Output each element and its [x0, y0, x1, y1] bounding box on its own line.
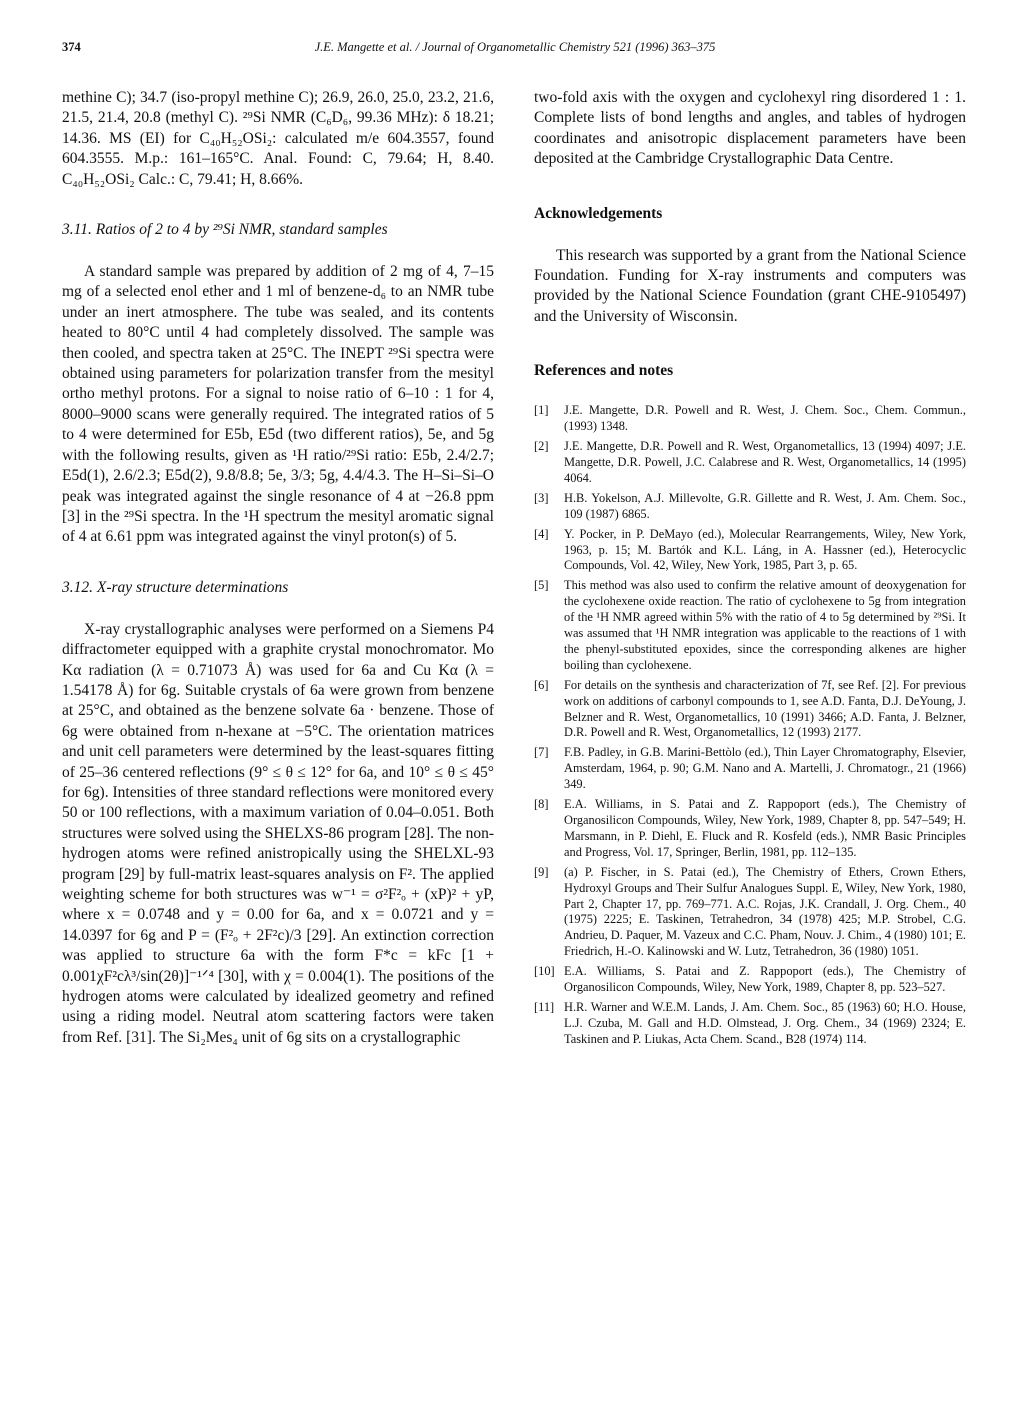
right-column — [534, 88, 966, 1052]
reference-number: [7] — [534, 745, 549, 760]
reference-text: For details on the synthesis and characterization of 7f, see Ref. [2]. For previous work on additions of carbonyl compounds to 1, see A.D. Fanta, D.J. DeYoung, J. Belzner and R. West, Organometallics, 10 (1991) 3466; A.D. Fanta, J. Belzner, D.R. Powell and R. West, Organometallics, 12 (1993) 2177. — [564, 677, 966, 740]
reference-number: [5] — [534, 578, 549, 593]
left-column — [62, 88, 494, 1048]
reference-text: E.A. Williams, S. Patai and Z. Rappoport (eds.), The Chemistry of Organosilicon Compounds, Wiley, New York, 1989, Chapter 8, pp. 523–527. — [564, 964, 966, 995]
reference-text: Y. Pocker, in P. DeMayo (ed.), Molecular Rearrangements, Wiley, New York, 1963, p. 15; M. Bartók and K.L. Láng, in A. Hassner (ed.), Heterocyclic Compounds, Vol. 42, Wiley, New York, 1985, Part 3, p. 65. — [564, 526, 966, 573]
reference-item — [534, 865, 966, 960]
reference-text: J.E. Mangette, D.R. Powell and R. West, Organometallics, 13 (1994) 4097; J.E. Mangette, D.R. Powell, J.C. Calabrese and R. West, Organometallics, 14 (1995) 4064. — [564, 439, 966, 485]
reference-number: [6] — [534, 677, 549, 692]
reference-number: [9] — [534, 864, 549, 879]
reference-item — [534, 797, 966, 861]
reference-item — [534, 964, 966, 996]
acknowledgements-paragraph: This research was supported by a grant from the National Science Foundation. Funding for X-ray instruments and computers was provided by the National Science Foundation (grant CHE-9105497) and the University of Wisconsin. — [534, 246, 966, 325]
reference-number: [2] — [534, 439, 549, 454]
running-head — [62, 40, 968, 60]
reference-item — [534, 439, 966, 487]
reference-text: (a) P. Fischer, in S. Patai (ed.), The Chemistry of Ethers, Crown Ethers, Hydroxyl Groups and Their Sulfur Analogues Suppl. E, Wiley, New York, 1980, Part 2, Chapter 17, pp. 769–771. A.C. Rojas, J.K. Crandall, J. Org. Chem., 40 (1975) 2225; E. Taskinen, Tetrahedron, 34 (1978) 425; M.P. Strobel, C.G. Andrieu, D. Paquer, M. Vazeux and C.C. Pham, Nouv. J. Chim., 4 (1980) 101; E. Friedrich, H.-O. Kalinowski and W. Lutz, Tetrahedron, 36 (1980) 1051. — [564, 864, 966, 959]
reference-number: [1] — [534, 403, 549, 418]
reference-item — [534, 678, 966, 742]
reference-item — [534, 1000, 966, 1048]
reference-number: [4] — [534, 526, 549, 541]
reference-number: [8] — [534, 797, 549, 812]
reference-number: [11] — [534, 999, 555, 1014]
reference-text: This method was also used to confirm the relative amount of deoxygenation for the cyclohexene oxide reaction. The ratio of cyclohexene to 5g from integration of the ¹H NMR agreed within 5% with the ratio of 4 to 5g determined by ²⁹Si. It was assumed that ¹H NMR integration was applicable to the reactions of 1 with the phenyl-substituted epoxides, since the corresponding alkenes are higher boiling than cyclohexene. — [564, 578, 966, 672]
acknowledgements-heading: Acknowledgements — [534, 204, 663, 222]
nmr-data-paragraph: methine C); 34.7 (iso-propyl methine C); 26.9, 26.0, 25.0, 23.2, 21.6, 21.5, 21.4, 20.8 (methyl C). ²⁹Si NMR (C₆D₆, 99.36 MHz): δ 18.21; 14.36. MS (EI) for C₄₀H₅₂OSi₂: calculated m/e 604.3557, found 604.3555. M.p.: 161–165°C. Anal. Found: C, 79.64; H, 8.40. C₄₀H₅₂OSi₂ Calc.: C, 79.41; H, 8.66%. — [62, 89, 494, 188]
reference-item — [534, 745, 966, 793]
reference-number: [3] — [534, 490, 549, 505]
journal-citation: J.E. Mangette et al. / Journal of Organometallic Chemistry 521 (1996) 363–375 — [314, 40, 716, 54]
reference-text: E.A. Williams, in S. Patai and Z. Rappoport (eds.), The Chemistry of Organosilicon Compounds, Wiley, New York, 1989, Chapter 8, pp. 547–549; H. Marsmann, in P. Diehl, E. Fluck and R. Kosfeld (eds.), NMR Basic Principles and Progress, Vol. 17, Springer, Berlin, 1981, pp. 112–135. — [564, 797, 966, 859]
xray-continuation-paragraph: two-fold axis with the oxygen and cyclohexyl ring disordered 1 : 1. Complete lists of bond lengths and angles, and tables of hydrogen coordinates and anisotropic displacement parameters have been deposited at the Cambridge Crystallographic Data Centre. — [534, 89, 966, 168]
reference-text: J.E. Mangette, D.R. Powell and R. West, J. Chem. Soc., Chem. Commun., (1993) 1348. — [564, 403, 966, 434]
section-3-11-heading: 3.11. Ratios of 2 to 4 by ²⁹Si NMR, standard samples — [62, 221, 388, 239]
reference-item — [534, 578, 966, 673]
reference-number: [10] — [534, 964, 555, 979]
reference-text: H.B. Yokelson, A.J. Millevolte, G.R. Gillette and R. West, J. Am. Chem. Soc., 109 (1987) 6865. — [564, 490, 966, 521]
section-3-11-paragraph: A standard sample was prepared by addition of 2 mg of 4, 7–15 mg of a selected enol ether and 1 ml of benzene-d₆ to an NMR tube under an inert atmosphere. The tube was sealed, and its contents heated to 80°C until 4 had completely dissolved. The sample was then cooled, and spectra taken at 25°C. The INEPT ²⁹Si spectra were obtained using parameters for polarization transfer from the mesityl ortho methyl protons. For a signal to noise ratio of 6–10 : 1 for 4, 8000–9000 scans were generally required. The integrated ratios of 5 to 4 were determined for E5b, E5d (two different ratios), 5e, and 5g with the following results, given as ¹H ratio/²⁹Si ratio: E5b, 2.4/2.7; E5d(1), 2.6/2.3; E5d(2), 9.8/8.8; 5e, 3/3; 5g, 4.4/4.3. The H–Si–Si–O peak was integrated against the single resonance of 4 at −26.8 ppm [3] in the ²⁹Si spectra. In the ¹H spectrum the mesityl aromatic signal of 4 at 6.61 ppm was integrated against the vinyl proton(s) of 5. — [62, 263, 494, 546]
reference-item — [534, 403, 966, 435]
reference-item — [534, 491, 966, 523]
references-heading: References and notes — [534, 362, 674, 380]
section-3-12-heading: 3.12. X-ray structure determinations — [62, 578, 289, 596]
reference-item — [534, 527, 966, 575]
reference-list — [534, 403, 966, 1047]
reference-text: F.B. Padley, in G.B. Marini-Bettòlo (ed.), Thin Layer Chromatography, Elsevier, Amsterdam, 1964, p. 90; G.M. Nano and A. Martelli, J. Chromatogr., 21 (1966) 349. — [564, 745, 966, 792]
page-number: 374 — [62, 40, 81, 54]
reference-text: H.R. Warner and W.E.M. Lands, J. Am. Chem. Soc., 85 (1963) 60; H.O. House, L.J. Czuba, M. Gall and H.D. Olmstead, J. Org. Chem., 34 (1969) 2324; E. Taskinen and P. Liukas, Acta Chem. Scand., B28 (1974) 114. — [564, 999, 966, 1046]
section-3-12-paragraph: X-ray crystallographic analyses were performed on a Siemens P4 diffractometer equipped with a graphite crystal monochromator. Mo Kα radiation (λ = 0.71073 Å) was used for 6a and Cu Kα (λ = 1.54178 Å) for 6g. Suitable crystals of 6a were grown from benzene at 25°C, and obtained as the benzene solvate 6a · benzene. Those of 6g were obtained from n-hexane at −5°C. The orientation matrices and unit cell parameters were determined by the least-squares fitting of 25–36 centered reflections (9° ≤ θ ≤ 12° for 6a, and 10° ≤ θ ≤ 45° for 6g). Intensities of three standard reflections were monitored every 50 or 100 reflections, with a maximum variation of 0.04–0.051. Both structures were solved using the SHELXS-86 program [28]. The non-hydrogen atoms were refined anistropically using the SHELXL-93 program [29] by full-matrix least-squares analysis on F². The applied weighting scheme for both structures was w⁻¹ = σ²F²ₒ + (xP)² + yP, where x = 0.0748 and y = 0.00 for 6a, and x = 0.0721 and y = 14.0397 for 6g and P = (F²ₒ + 2F²c)/3 [29]. An extinction correction was applied to structure 6a with the form F*c = kFc [1 + 0.001χF²cλ³/sin(2θ)]⁻¹ᐟ⁴ [30], with χ = 0.004(1). The positions of the hydrogen atoms were calculated by idealized geometry and refined using a riding model. Neutral atom scattering factors were taken from Ref. [31]. The Si₂Mes₄ unit of 6g sits on a crystallographic — [62, 620, 494, 1046]
